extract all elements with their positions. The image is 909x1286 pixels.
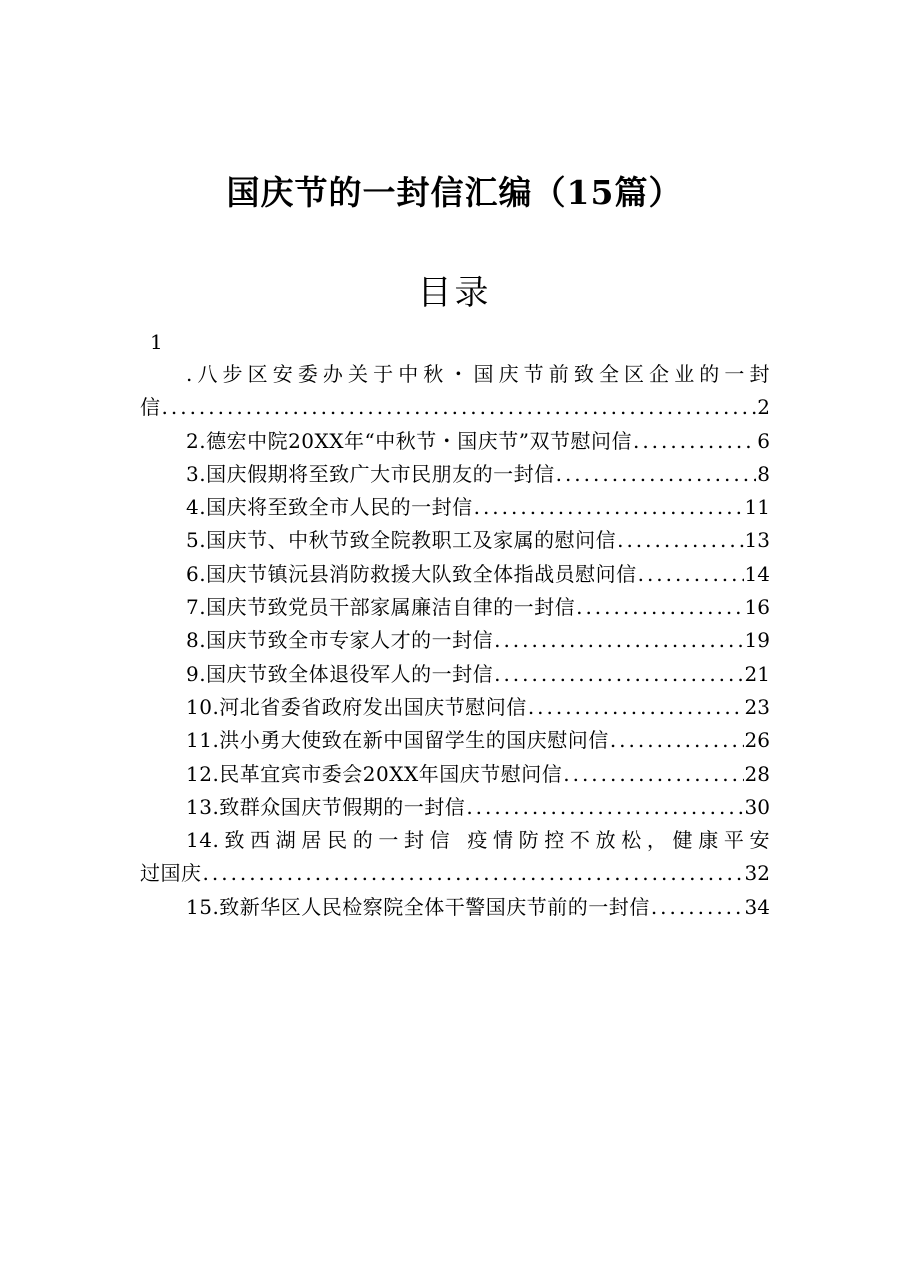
toc-entry-text: 3.国庆假期将至致广大市民朋友的一封信 — [186, 461, 555, 486]
toc-dot-leader — [494, 624, 743, 657]
toc-entry-6[interactable] — [140, 558, 770, 591]
toc-dot-leader — [556, 458, 757, 491]
toc-page-number: 6 — [757, 428, 770, 453]
toc-page-number: 32 — [744, 861, 770, 886]
toc-dot-leader — [638, 558, 744, 591]
toc-entry-text: 14.致西湖居民的一封信 疫情防控不放松，健康平安 — [186, 828, 770, 853]
toc-heading: 目录 — [417, 273, 492, 313]
toc-page-number: 28 — [744, 761, 770, 786]
toc-page-number: 19 — [744, 628, 770, 653]
toc-page-number: 34 — [744, 894, 770, 919]
toc-dot-leader — [563, 758, 743, 791]
toc-dot-leader — [633, 425, 756, 458]
toc-entry-text: 4.国庆将至致全市人民的一封信 — [186, 495, 473, 520]
toc-entry-1-continued[interactable] — [140, 391, 770, 424]
toc-entry-text: 9.国庆节致全体退役军人的一封信 — [186, 661, 494, 686]
toc-entry-text: 信 — [140, 395, 161, 420]
toc-entry-text: 13.致群众国庆节假期的一封信 — [186, 794, 466, 819]
toc-entry-text: 2.德宏中院20XX年“中秋节・国庆节”双节慰问信 — [186, 428, 632, 453]
toc-entry-text: 过国庆 — [140, 861, 202, 886]
toc-lead-number: 1 — [150, 330, 163, 354]
toc-entry-8[interactable] — [140, 624, 770, 657]
toc-entry-text: 12.民革宜宾市委会20XX年国庆节慰问信 — [186, 761, 563, 786]
toc-entry-text: 11.洪小勇大使致在新中国留学生的国庆慰问信 — [186, 728, 609, 753]
toc-page-number: 23 — [744, 694, 770, 719]
toc-entry-9[interactable] — [140, 658, 770, 691]
document-title: 国庆节的一封信汇编（15篇） — [226, 173, 683, 212]
table-of-contents — [140, 358, 770, 924]
toc-entry-text: 7.国庆节致党员干部家属廉洁自律的一封信 — [186, 595, 576, 620]
toc-page-number: 8 — [757, 461, 770, 486]
toc-dot-leader — [651, 891, 744, 924]
toc-entry-7[interactable] — [140, 591, 770, 624]
toc-entry-text: 15.致新华区人民检察院全体干警国庆节前的一封信 — [186, 894, 650, 919]
toc-entry-12[interactable] — [140, 758, 770, 791]
toc-entry-text: .八步区安委办关于中秋・国庆节前致全区企业的一封 — [186, 362, 770, 386]
toc-page-number: 16 — [744, 595, 770, 620]
toc-entry-10[interactable] — [140, 691, 770, 724]
toc-dot-leader — [466, 791, 743, 824]
toc-entry-2[interactable] — [140, 425, 770, 458]
toc-entry-3[interactable] — [140, 458, 770, 491]
toc-entry-4[interactable] — [140, 491, 770, 524]
toc-entry-13[interactable] — [140, 791, 770, 824]
toc-entry-text: 5.国庆节、中秋节致全院教职工及家属的慰问信 — [186, 528, 617, 553]
toc-page-number: 2 — [757, 395, 770, 420]
toc-entry-14-continued[interactable] — [140, 857, 770, 890]
toc-page-number: 21 — [744, 661, 770, 686]
toc-dot-leader — [203, 857, 744, 890]
toc-entry-5[interactable] — [140, 524, 770, 557]
toc-dot-leader — [617, 524, 743, 557]
toc-dot-leader — [494, 658, 743, 691]
toc-entry-text: 10.河北省委省政府发出国庆节慰问信 — [186, 694, 527, 719]
toc-entry-11[interactable] — [140, 724, 770, 757]
toc-page-number: 30 — [744, 794, 770, 819]
toc-entry-15[interactable] — [140, 891, 770, 924]
toc-entry-text: 6.国庆节镇沅县消防救援大队致全体指战员慰问信 — [186, 561, 637, 586]
toc-page-number: 14 — [744, 561, 770, 586]
toc-dot-leader — [162, 391, 757, 424]
toc-entry-text: 8.国庆节致全市专家人才的一封信 — [186, 628, 494, 653]
toc-page-number: 11 — [744, 495, 770, 520]
toc-entry-14[interactable] — [140, 824, 770, 857]
toc-entry-1[interactable] — [140, 358, 770, 391]
toc-dot-leader — [474, 491, 744, 524]
toc-page-number: 13 — [744, 528, 770, 553]
toc-dot-leader — [528, 691, 744, 724]
toc-dot-leader — [610, 724, 744, 757]
toc-dot-leader — [576, 591, 743, 624]
toc-page-number: 26 — [744, 728, 770, 753]
